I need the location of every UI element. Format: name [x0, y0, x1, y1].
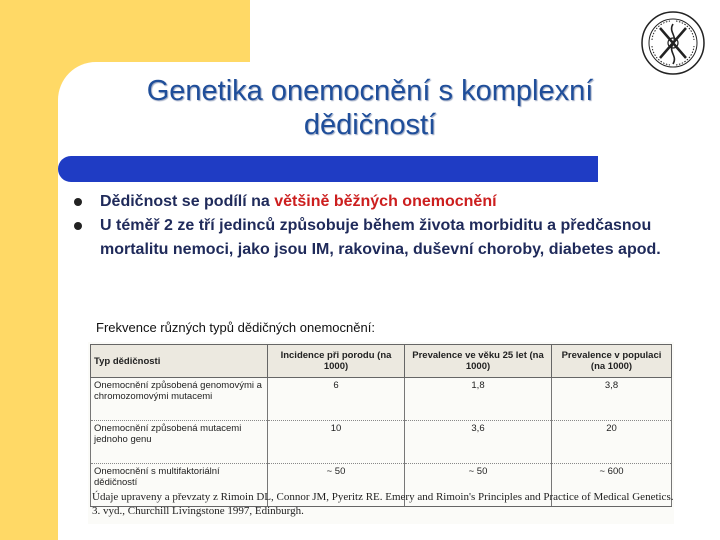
- table-caption: Frekvence různých typů dědičných onemocnění:: [96, 320, 375, 335]
- bullet-item-2: [74, 214, 674, 262]
- bullet-1-text: Dědičnost se podílí na: [100, 193, 275, 210]
- cell-prevalence-population: ~ 600: [552, 464, 672, 507]
- source-citation: Údaje upraveny a převzaty z Rimoin DL, Connor JM, Pyeritz RE. Emery and Rimoin's Principles and Practice of Medical Genetics. 3. vyd., Churchill Livingstone 1997, Edinburgh.: [92, 491, 674, 517]
- bullet-dot-icon: [74, 198, 82, 206]
- frequency-table: [90, 344, 672, 507]
- bullet-list: [74, 190, 674, 262]
- university-seal-icon: [640, 10, 706, 76]
- table-row: [91, 421, 672, 464]
- table-row: [91, 378, 672, 421]
- cell-prevalence-25: 3,6: [405, 421, 552, 464]
- cell-type: Onemocnění s multifaktoriální dědičností: [91, 464, 268, 507]
- header-prevalence-population: Prevalence v populaci (na 1000): [552, 345, 672, 378]
- header-prevalence-25: Prevalence ve věku 25 let (na 1000): [405, 345, 552, 378]
- title-underline-bar: [58, 156, 598, 182]
- header-incidence: Incidence při porodu (na 1000): [268, 345, 405, 378]
- table-header-row: [91, 345, 672, 378]
- slide-title-line-1: Genetika onemocnění s komplexní: [146, 75, 594, 107]
- cell-prevalence-25: 1,8: [405, 378, 552, 421]
- cell-prevalence-25: ~ 50: [405, 464, 552, 507]
- cell-type: Onemocnění způsobená genomovými a chromozomovými mutacemi: [91, 378, 268, 421]
- header-type: Typ dědičnosti: [91, 345, 268, 378]
- slide-title-line-2: dědičností: [303, 109, 437, 141]
- cell-prevalence-population: 3,8: [552, 378, 672, 421]
- cell-incidence: ~ 50: [268, 464, 405, 507]
- bullet-dot-icon: [74, 222, 82, 230]
- bullet-item-1: [74, 190, 674, 214]
- slide-title: [90, 74, 650, 142]
- cell-incidence: 6: [268, 378, 405, 421]
- cell-type: Onemocnění způsobená mutacemi jednoho genu: [91, 421, 268, 464]
- bullet-1-highlight: většině běžných onemocnění: [274, 193, 497, 210]
- bullet-2-text: U téměř 2 ze tří jedinců způsobuje během života morbiditu a předčasnou mortalitu nemoci, jako jsou IM, rakovina, duševní choroby, diabetes apod.: [100, 217, 661, 258]
- cell-prevalence-population: 20: [552, 421, 672, 464]
- cell-incidence: 10: [268, 421, 405, 464]
